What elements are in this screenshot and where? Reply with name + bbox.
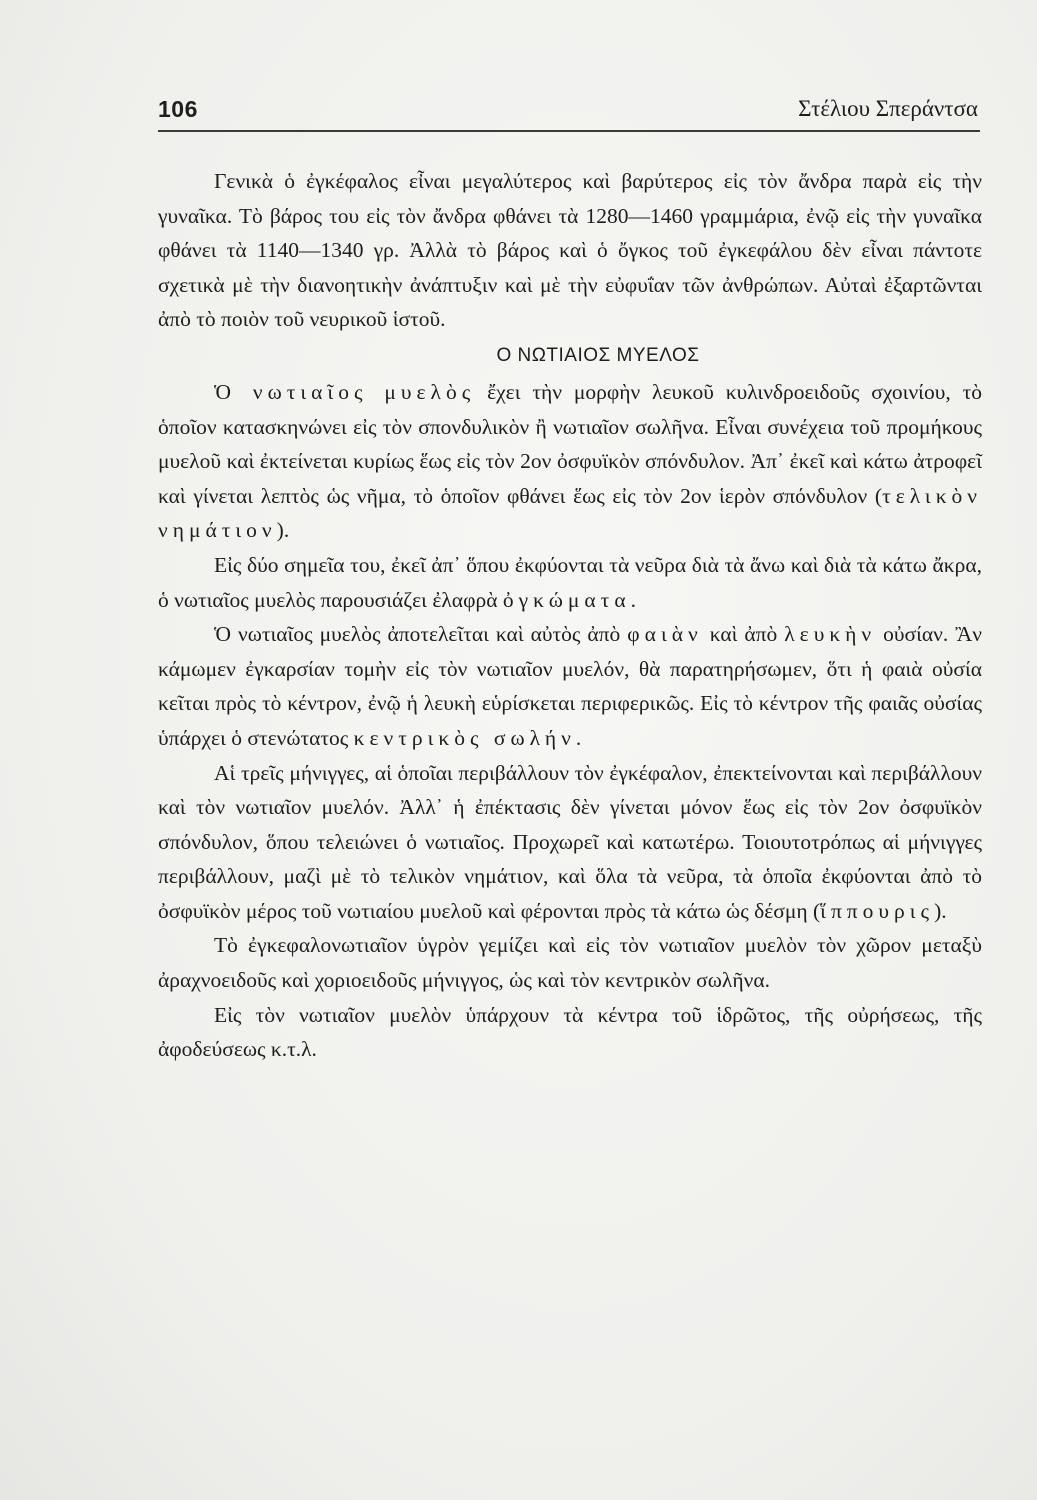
paragraph-text: Εἰς δύο σημεῖα του, ἐκεῖ ἀπ᾽ ὅπου ἐκφύονται τὰ νεῦρα διὰ τὰ ἄνω καὶ διὰ τὰ κάτω ἄκρα, ὁ νωτιαῖος μυελὸς παρουσιάζει ἐλαφρὰ xyxy=(158,552,982,612)
page-number: 106 xyxy=(158,96,198,122)
paragraph-6: Εἰς τὸν νωτιαῖον μυελὸν ὑπάρχουν τὰ κέντρα τοῦ ἱδρῶτος, τῆς οὐρήσεως, τῆς ἀφοδεύσεως κ.τ.λ. xyxy=(158,1002,982,1062)
section-title: Ο ΝΩΤΙΑΙΟΣ ΜΥΕΛΟΣ xyxy=(496,344,700,366)
paragraph-text: . xyxy=(630,587,636,612)
paragraph-3 xyxy=(158,617,982,755)
page-header xyxy=(158,96,978,130)
paragraph-5: Τὸ ἐγκεφαλονωτιαῖον ὑγρὸν γεμίζει καὶ εἰς τὸν νωτιαῖον μυελὸν τὸν χῶρον μεταξὺ ἀραχνοειδοῦς καὶ χοριοειδοῦς μήνιγγος, ὡς καὶ τὸν κεντρικὸν σωλῆνα. xyxy=(158,933,982,993)
paragraph-text: Αἱ τρεῖς μήνιγγες, αἱ ὁποῖαι περιβάλλουν τὸν ἐγκέφαλον, ἐπεκτείνονται καὶ περιβάλλουν καὶ τὸν νωτιαῖον μυελόν. Ἀλλ᾽ ἡ ἐπέκτασις δὲν γίνεται μόνον ἕως εἰς τὸν 2ον ὀσφυϊκὸν σπόνδυλον, ὅπου τελειώνει ὁ νωτιαῖος. Προχωρεῖ καὶ κατωτέρω. Τοιουτοτρόπως αἱ μήνιγγες περιβάλλουν, μαζὶ μὲ τὸ τελικὸν νημάτιον, καὶ ὅλα τὰ νεῦρα, τὰ ὁποῖα ἐκφύονται ἀπὸ τὸ ὀσφυϊκὸν μέρος τοῦ νωτιαίου μυελοῦ καὶ φέρονται πρὸς τὰ κάτω ὡς δέσμη ( xyxy=(158,760,982,923)
spaced-term: κεντρικὸς σωλήν xyxy=(353,725,576,750)
paragraph-1 xyxy=(158,375,982,548)
spaced-term: ἵππουρις xyxy=(820,898,935,923)
spaced-term: ὀγκώματα xyxy=(502,587,631,612)
header-rule xyxy=(158,130,980,132)
paragraph-text: ). xyxy=(276,518,290,543)
spaced-term: λευκὴν xyxy=(784,622,877,647)
spaced-term: τελικὸν νημάτιον xyxy=(158,483,982,543)
paragraph-4 xyxy=(158,756,982,929)
paragraph-text: ). xyxy=(934,898,947,923)
spaced-term: Ὁ νωτιαῖος μυελὸς xyxy=(214,379,476,404)
paragraph-text: . xyxy=(575,725,582,750)
paragraph-text: καὶ ἀπὸ xyxy=(702,622,785,647)
paragraph-text: ἔχει τὴν μορφὴν λευκοῦ κυλινδροειδοῦς σχοινίου, τὸ ὁποῖον κατασκηνώνει εἰς τὸν σπονδυλικὸν ἢ νωτιαῖον σωλῆνα. Εἶναι συνέχεια τοῦ προμήκους μυελοῦ καὶ ἐκτείνεται κυρίως ἕως εἰς τὸν 2ον ὀσφυϊκὸν σπόνδυλον. Ἀπ᾽ ἐκεῖ καὶ κάτω ἀτροφεῖ καὶ γίνεται λεπτὸς ὡς νῆμα, τὸ ὁποῖον φθάνει ἕως εἰς τὸν 2ον ἱερὸν σπόνδυλον ( xyxy=(158,379,982,508)
paragraph-text: οὐσίαν. Ἂν κάμωμεν ἐγκαρσίαν τομὴν εἰς τὸν νωτιαῖον μυελόν, θὰ παρατηρήσωμεν, ὅτι ἡ φαιὰ οὐσία κεῖται πρὸς τὸ κέντρον, ἐνῷ ἡ λευκὴ εὑρίσκεται περιφερικῶς. Εἰς τὸ κέντρον τῆς φαιᾶς οὐσίας ὑπάρχει ὁ στενώτατος xyxy=(158,622,982,750)
spaced-term: φαιὰν xyxy=(627,622,703,647)
paragraph-2 xyxy=(158,548,982,617)
intro-paragraph: Γενικὰ ὁ ἐγκέφαλος εἶναι μεγαλύτερος καὶ βαρύτερος εἰς τὸν ἄνδρα παρὰ εἰς τὴν γυναῖκα. Τὸ βάρος του εἰς τὸν ἄνδρα φθάνει τὰ 1280—1460 γραμμάρια, ἐνῷ εἰς τὴν γυναῖκα φθάνει τὰ 1140—1340 γρ. Ἀλλὰ τὸ βάρος καὶ ὁ ὄγκος τοῦ ἐγκεφάλου δὲν εἶναι πάντοτε σχετικὰ μὲ τὴν διανοητικὴν ἀνάπτυξιν καὶ μὲ τὴν εὐφυΐαν τῶν ἀνθρώπων. Αὐταὶ ἐξαρτῶνται ἀπὸ τὸ ποιὸν τοῦ νευρικοῦ ἱστοῦ. xyxy=(158,169,982,332)
paragraph-text: Ὁ νωτιαῖος μυελὸς ἀποτελεῖται καὶ αὐτὸς ἀπὸ xyxy=(214,622,628,647)
running-head: Στέλιου Σπεράντσα xyxy=(798,96,978,121)
body-text xyxy=(158,164,982,1067)
